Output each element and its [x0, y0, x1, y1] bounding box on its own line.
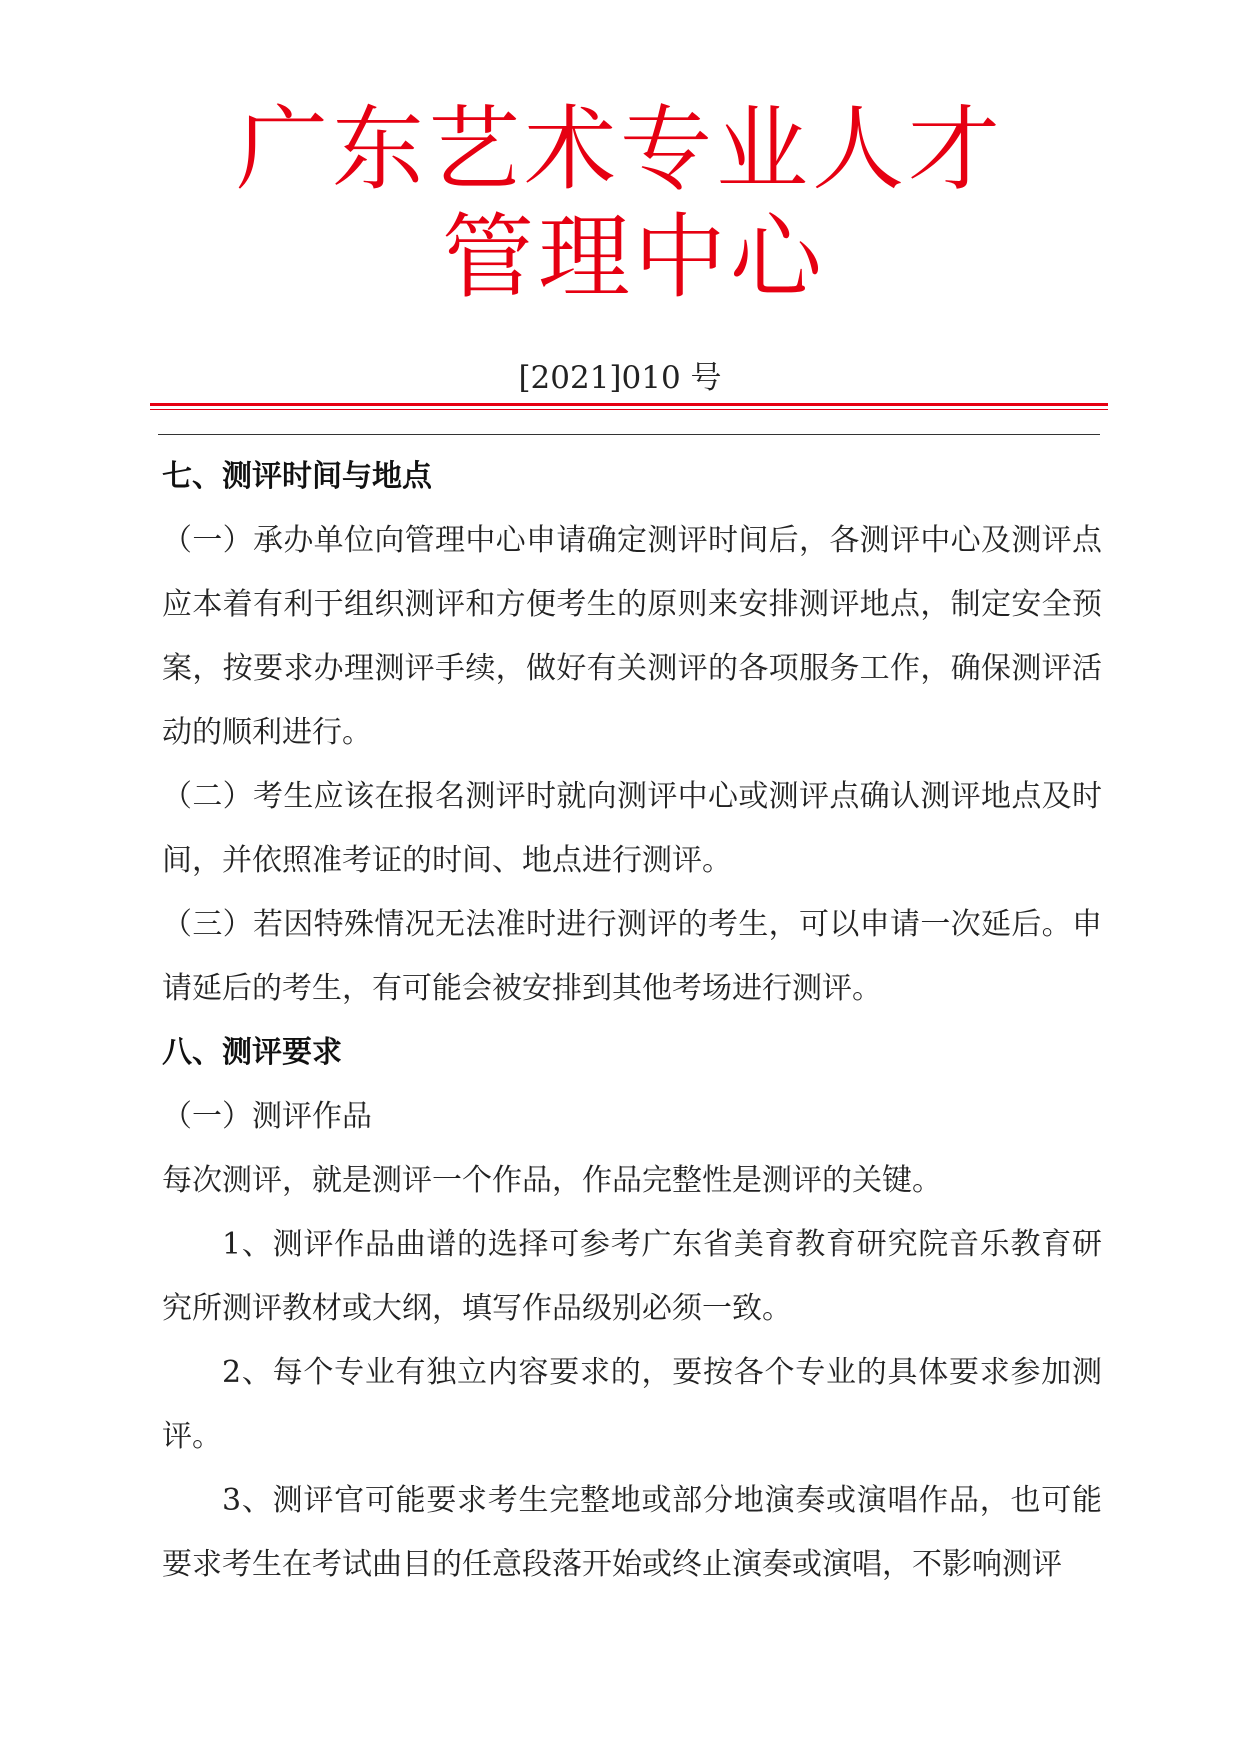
section-8-item-2: 2、每个专业有独立内容要求的，要按各个专业的具体要求参加测评。: [162, 1355, 1102, 1454]
section-7-heading: 七、测评时间与地点: [162, 459, 432, 494]
section-8-heading: 八、测评要求: [162, 1035, 342, 1070]
section-8-item-3: 3、测评官可能要求考生完整地或部分地演奏或演唱作品，也可能要求考生在考试曲目的任意段落开始或终止演奏或演唱，不影响测评: [162, 1483, 1102, 1582]
document-number: [2021]010 号: [518, 360, 722, 396]
document-body: [162, 445, 1102, 1597]
org-title-line1: 广东艺术专业人才: [235, 96, 1004, 203]
section-7-paragraph-2: （二）考生应该在报名测评时就向测评中心或测评点确认测评地点及时间，并依照准考证的时间、地点进行测评。: [162, 779, 1102, 878]
section-8-item-1: 1、测评作品曲谱的选择可参考广东省美育教育研究院音乐教育研究所测评教材或大纲，填写作品级别必须一致。: [162, 1227, 1102, 1326]
org-title-line2: 管理中心: [441, 204, 826, 311]
section-8-intro: 每次测评，就是测评一个作品，作品完整性是测评的关键。: [162, 1163, 942, 1198]
section-8-subheading-1: （一）测评作品: [162, 1099, 372, 1134]
section-7-paragraph-1: （一）承办单位向管理中心申请确定测评时间后，各测评中心及测评点应本着有利于组织测评和方便考生的原则来安排测评地点，制定安全预案，按要求办理测评手续，做好有关测评的各项服务工作，确保测评活动的顺利进行。: [162, 523, 1102, 750]
section-7-paragraph-3: （三）若因特殊情况无法准时进行测评的考生，可以申请一次延后。申请延后的考生，有可能会被安排到其他考场进行测评。: [162, 907, 1102, 1006]
page-header-rule: [158, 434, 1100, 435]
red-header-rule-thick: [150, 403, 1108, 406]
red-header-rule-thin: [150, 409, 1108, 410]
